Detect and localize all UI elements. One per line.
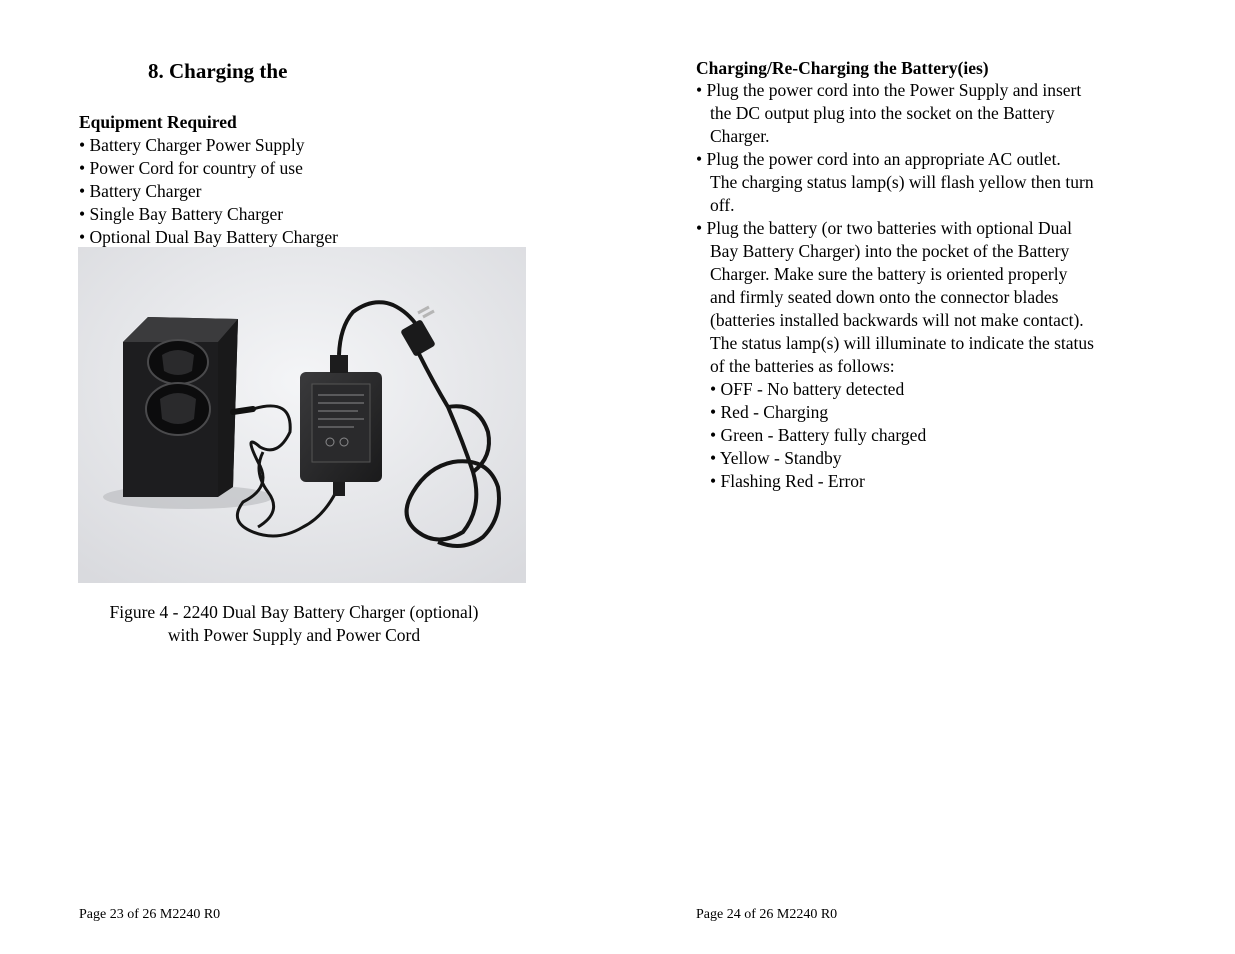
equipment-item: • Battery Charger (79, 181, 202, 201)
instruction-line: off. (710, 195, 735, 215)
status-item: • Yellow - Standby (710, 448, 842, 468)
equipment-item: • Optional Dual Bay Battery Charger (79, 227, 339, 247)
instruction-line: Charger. (710, 126, 770, 146)
figure-caption-line: Figure 4 - 2240 Dual Bay Battery Charger (optional) (109, 602, 479, 622)
status-item: • Red - Charging (710, 402, 829, 422)
equipment-item: • Power Cord for country of use (79, 158, 303, 178)
instruction-line: Charger. Make sure the battery is oriented properly (710, 264, 1068, 284)
instruction-line: • Plug the power cord into an appropriate AC outlet. (696, 149, 1061, 169)
instruction-line: • Plug the power cord into the Power Supply and insert (696, 80, 1082, 100)
instruction-line: the DC output plug into the socket on the Battery (710, 103, 1055, 123)
equipment-list (79, 134, 338, 249)
section-title: 8. Charging the (148, 59, 288, 83)
figure-caption-line: with Power Supply and Power Cord (167, 625, 421, 645)
charger-illustration (78, 247, 526, 583)
charging-instructions (696, 79, 1094, 493)
page-footer-right: Page 24 of 26 M2240 R0 (696, 907, 838, 922)
charging-heading: Charging/Re-Charging the Battery(ies) (696, 58, 989, 78)
instruction-line: (batteries installed backwards will not make contact). (710, 310, 1084, 330)
charger-photo (78, 247, 526, 583)
figure-caption (78, 601, 510, 647)
instruction-line: The charging status lamp(s) will flash yellow then turn (710, 172, 1094, 192)
equipment-item: • Battery Charger Power Supply (79, 135, 305, 155)
instruction-line: of the batteries as follows: (710, 356, 895, 376)
instruction-line: Bay Battery Charger) into the pocket of the Battery (710, 241, 1070, 261)
status-item: • Green - Battery fully charged (710, 425, 927, 445)
status-item: • OFF - No battery detected (710, 379, 905, 399)
instruction-line: • Plug the battery (or two batteries with optional Dual (696, 218, 1072, 238)
status-item: • Flashing Red - Error (710, 471, 865, 491)
page-footer-left: Page 23 of 26 M2240 R0 (79, 907, 221, 922)
equipment-item: • Single Bay Battery Charger (79, 204, 284, 224)
instruction-line: and firmly seated down onto the connector blades (710, 287, 1059, 307)
instruction-line: The status lamp(s) will illuminate to indicate the status (710, 333, 1094, 353)
equipment-heading: Equipment Required (79, 112, 237, 132)
